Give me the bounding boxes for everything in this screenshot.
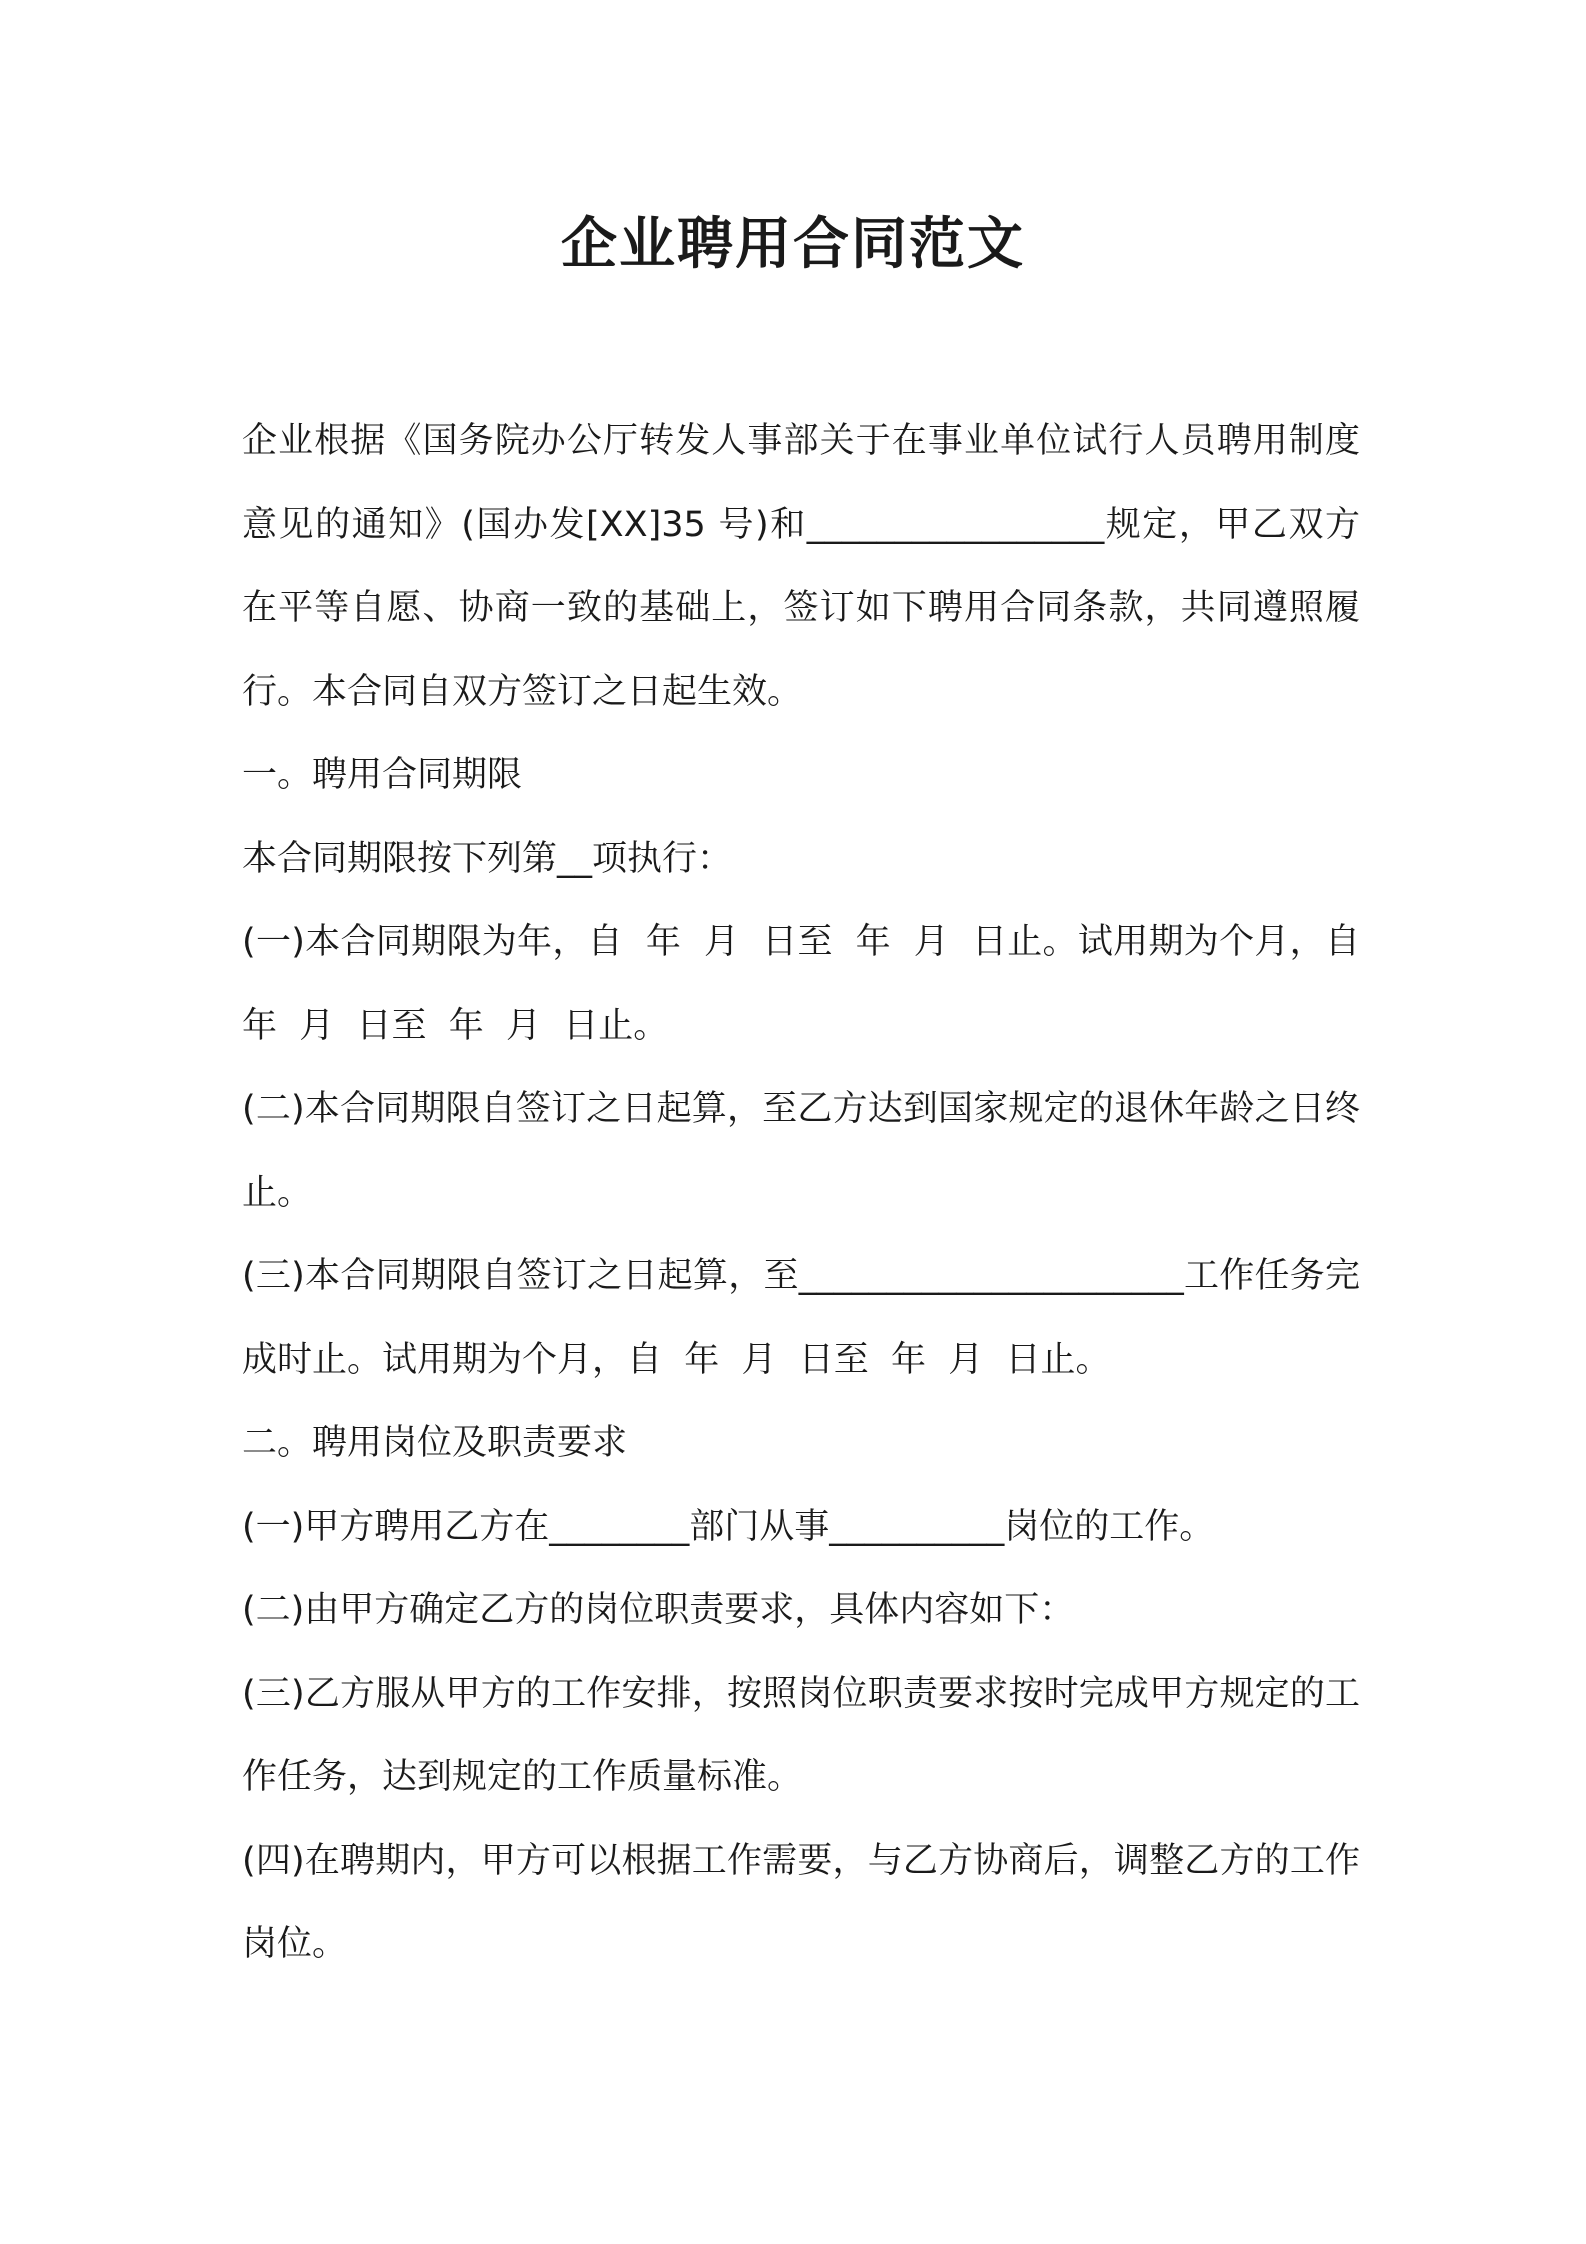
document-body [242,400,1383,1987]
document-title: 企业聘用合同范文 [561,212,1025,277]
term-option-2: (二)本合同期限自签订之日起算，至乙方达到国家规定的退休年龄之日终止。 [242,1089,1360,1213]
term-option-instruction: 本合同期限按下列第__项执行： [242,838,733,879]
term-option-3: (三)本合同期限自签订之日起算，至______________________工作任务完成时止。试用期为个月，自 年 月 日至 年 月 日止。 [242,1256,1360,1380]
position-clause-3: (三)乙方服从甲方的工作安排，按照岗位职责要求按时完成甲方规定的工作任务，达到规定的工作质量标准。 [242,1673,1360,1797]
intro-paragraph: 企业根据《国务院办公厅转发人事部关于在事业单位试行人员聘用制度意见的通知》(国办发[XX]35 号)和_________________规定，甲乙双方在平等自愿、协商一致的基础上，签订如下聘用合同条款，共同遵照履行。本合同自双方签订之日起生效。 [242,421,1360,712]
position-clause-2: (二)由甲方确定乙方的岗位职责要求，具体内容如下： [242,1590,1075,1630]
term-option-1: (一)本合同期限为年，自 年 月 日至 年 月 日止。试用期为个月，自 年 月 日至 年 月 日止。 [242,922,1383,1046]
position-clause-1: (一)甲方聘用乙方在________部门从事__________岗位的工作。 [242,1506,1215,1547]
position-clause-4: (四)在聘期内，甲方可以根据工作需要，与乙方协商后，调整乙方的工作岗位。 [242,1840,1360,1964]
section-heading-term: 一。聘用合同期限 [242,755,523,795]
section-heading-position: 二。聘用岗位及职责要求 [242,1423,628,1463]
